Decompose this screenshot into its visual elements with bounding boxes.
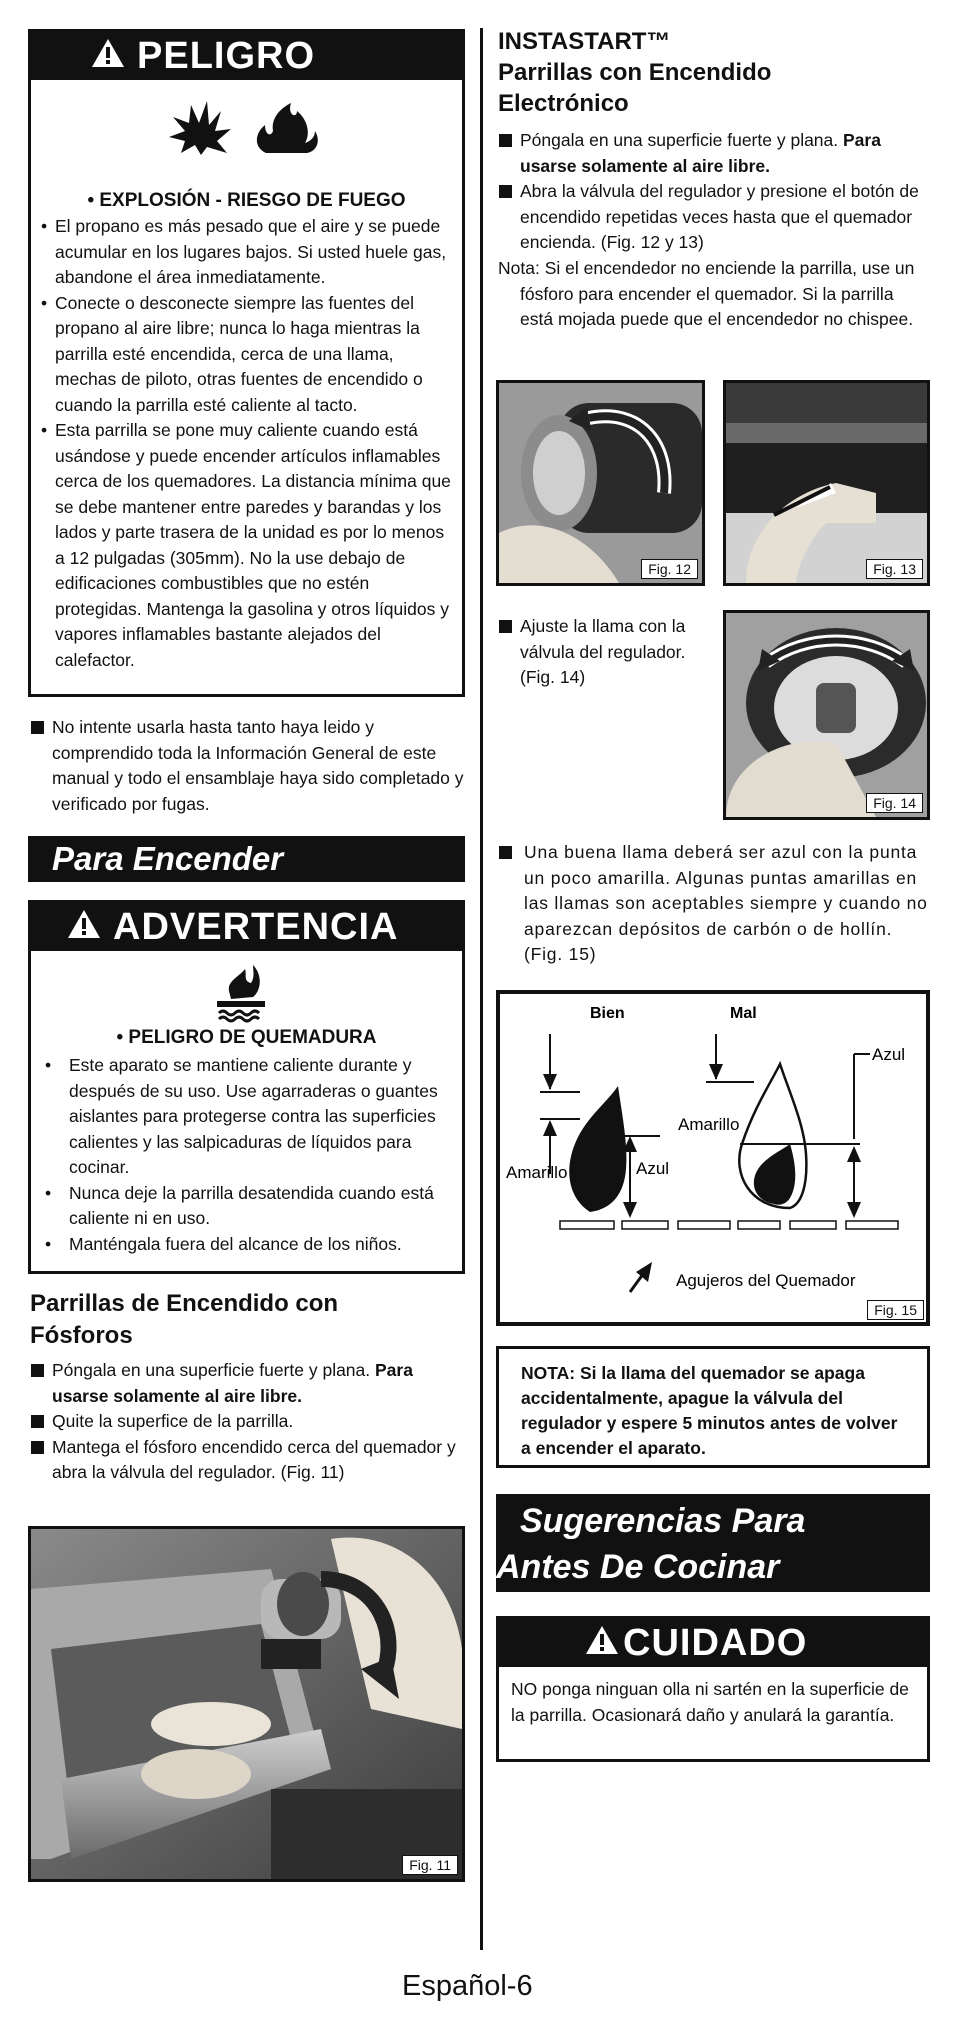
- warning-triangle-icon: [585, 1622, 619, 1665]
- advertencia-subtitle: • PELIGRO DE QUEMADURA: [116, 1027, 377, 1048]
- nota-text: Si el encendedor no enciende la parrilla, use un fósforo para encender el quemador. Si la parrilla está mojada puede que el encendedor no chispee.: [520, 258, 915, 329]
- nota-label: Nota:: [498, 258, 545, 278]
- regulator-valve-image: [499, 383, 702, 583]
- nota-box: [496, 1346, 930, 1468]
- explosion-fire-icon: [161, 97, 331, 162]
- flame-adjust-knob-image: [726, 613, 927, 817]
- list-item: [498, 128, 930, 179]
- peligro-list: [39, 214, 452, 673]
- warning-triangle-icon: [91, 35, 125, 78]
- instastart-list: [498, 128, 930, 256]
- column-divider: [480, 28, 483, 1950]
- fosforos-heading: [30, 1288, 465, 1352]
- figure-14-photo: [723, 610, 930, 820]
- fosforos-list: [30, 1358, 465, 1486]
- list-item: • Conecte o desconecte siempre las fuentes del propano al aire libre; nunca lo haga mientras la parrilla esté encendida, cerca de una llama, mechas de piloto, otras fuentes de encendido o cuando la parrilla esté caliente al tacto.: [39, 291, 452, 419]
- cuidado-title: CUIDADO: [623, 1621, 808, 1664]
- ajuste-list: [498, 614, 698, 691]
- instastart-heading: [498, 26, 928, 119]
- figure-label: Fig. 15: [867, 1300, 924, 1320]
- sugerencias-line1: Sugerencias Para: [520, 1502, 806, 1540]
- figure-label: Fig. 12: [641, 559, 698, 579]
- instastart-nota: [498, 256, 930, 333]
- list-item: • Esta parrilla se pone muy caliente cuando está usándose y puede encender artículos inflamables cerca de los quemadores. La distancia mínima que se debe mantener entre paredes y barandas y los lados y parte trasera de la unidad es por lo menos a 12 pulgadas (305mm). No la use debajo de edificaciones combustibles que no estén protegidas. Mantenga la gasolina y otros líquidos y vapores inflamables bastante alejados del calefactor.: [39, 418, 452, 673]
- cuidado-text: NO ponga ninguan olla ni sartén en la superficie de la parrilla. Ocasionará daño y anulará la garantía.: [511, 1679, 909, 1725]
- list-item: Quite la superfice de la parrilla.: [30, 1409, 465, 1435]
- warning-triangle-icon: [67, 906, 101, 949]
- figure-13-photo: [723, 380, 930, 586]
- list-item: Mantega el fósforo encendido cerca del quemador y abra la válvula del regulador. (Fig. 11): [30, 1435, 465, 1486]
- amarillo-mid-label: Amarillo: [678, 1115, 740, 1134]
- bien-label: Bien: [590, 1005, 625, 1022]
- burn-hazard-icon: [209, 961, 273, 1028]
- peligro-title: PELIGRO: [137, 34, 316, 77]
- list-item: No intente usarla hasta tanto haya leido y comprendido toda la Información General de este manual y todo el ensamblaje haya sido completado y verificado por fugas.: [30, 715, 465, 817]
- agujeros-label: Agujeros del Quemador: [676, 1271, 856, 1290]
- fosforos-heading-line2: Fósforos: [30, 1322, 133, 1349]
- azul-right-label: Azul: [872, 1045, 906, 1064]
- figure-12-photo: [496, 380, 705, 586]
- item-bold-text: Para usarse solamente al aire libre.: [520, 130, 881, 176]
- azul-mid-label: Azul: [636, 1159, 670, 1178]
- instastart-heading-line3: Electrónico: [498, 90, 629, 117]
- mal-label: Mal: [730, 1005, 757, 1022]
- item-text: Póngala en una superficie fuerte y plana.: [52, 1360, 375, 1380]
- cuidado-box: [496, 1616, 930, 1762]
- figure-15-diagram: [496, 990, 930, 1326]
- para-encender-heading: [28, 836, 465, 882]
- advertencia-header: [31, 903, 462, 951]
- nota-box-text: NOTA: Si la llama del quemador se apaga accidentalmente, apague la válvula del regulador y espere 5 minutos antes de volver a encender el aparato.: [521, 1363, 898, 1458]
- figure-11-photo: [28, 1526, 465, 1882]
- list-item: • El propano es más pesado que el aire y se puede acumular en los lugares bajos. Si usted huele gas, abandone el área inmediatamente.: [39, 214, 452, 291]
- list-item: Ajuste la llama con la válvula del regulador. (Fig. 14): [498, 614, 698, 691]
- list-item: • Manténgala fuera del alcance de los niños.: [43, 1232, 448, 1258]
- item-text: Póngala en una superficie fuerte y plana.: [520, 130, 843, 150]
- llama-list: [498, 840, 930, 968]
- figure-label: Fig. 14: [866, 793, 923, 813]
- grill-match-lighting-image: [31, 1529, 462, 1879]
- advertencia-box: [28, 900, 465, 1274]
- peligro-box: [28, 29, 465, 697]
- sugerencias-line2: Antes De Cocinar: [496, 1548, 780, 1586]
- advertencia-title: ADVERTENCIA: [113, 905, 399, 948]
- list-item: • Nunca deje la parrilla desatendida cuando está caliente ni en uso.: [43, 1181, 448, 1232]
- advertencia-list: [43, 1053, 448, 1257]
- fosforos-heading-line1: Parrillas de Encendido con: [30, 1290, 339, 1317]
- page-footer: Español-6: [402, 1970, 533, 2002]
- figure-label: Fig. 13: [866, 559, 923, 579]
- peligro-header: [31, 32, 462, 80]
- instastart-heading-line2: Parrillas con Encendido: [498, 59, 772, 86]
- igniter-button-image: [726, 383, 927, 583]
- flame-diagram: [500, 994, 926, 1322]
- list-item: Una buena llama deberá ser azul con la punta un poco amarilla. Algunas puntas amarillas en las llamas son aceptables siempre y cuando no aparezcan depósitos de carbón o de hollín. (Fig. 15): [498, 840, 930, 968]
- item-bold-text: Para usarse solamente al aire libre.: [52, 1360, 413, 1406]
- cuidado-header: [499, 1619, 927, 1667]
- figure-label: Fig. 11: [402, 1855, 458, 1875]
- intro-note: [30, 715, 465, 817]
- list-item: [30, 1358, 465, 1409]
- peligro-subtitle: • EXPLOSIÓN - RIESGO DE FUEGO: [87, 190, 406, 211]
- list-item: • Este aparato se mantiene caliente durante y después de su uso. Use agarraderas o guantes aislantes para protegerse contra las superficies calientes y las salpicaduras de líquidos para cocinar.: [43, 1053, 448, 1181]
- sugerencias-heading: [496, 1494, 930, 1592]
- para-encender-text: Para Encender: [52, 840, 284, 877]
- list-item: Abra la válvula del regulador y presione el botón de encendido repetidas veces hasta que el quemador encienda. (Fig. 12 y 13): [498, 179, 930, 256]
- amarillo-left-label: Amarillo: [506, 1163, 568, 1182]
- instastart-heading-line1: INSTASTART™: [498, 28, 671, 55]
